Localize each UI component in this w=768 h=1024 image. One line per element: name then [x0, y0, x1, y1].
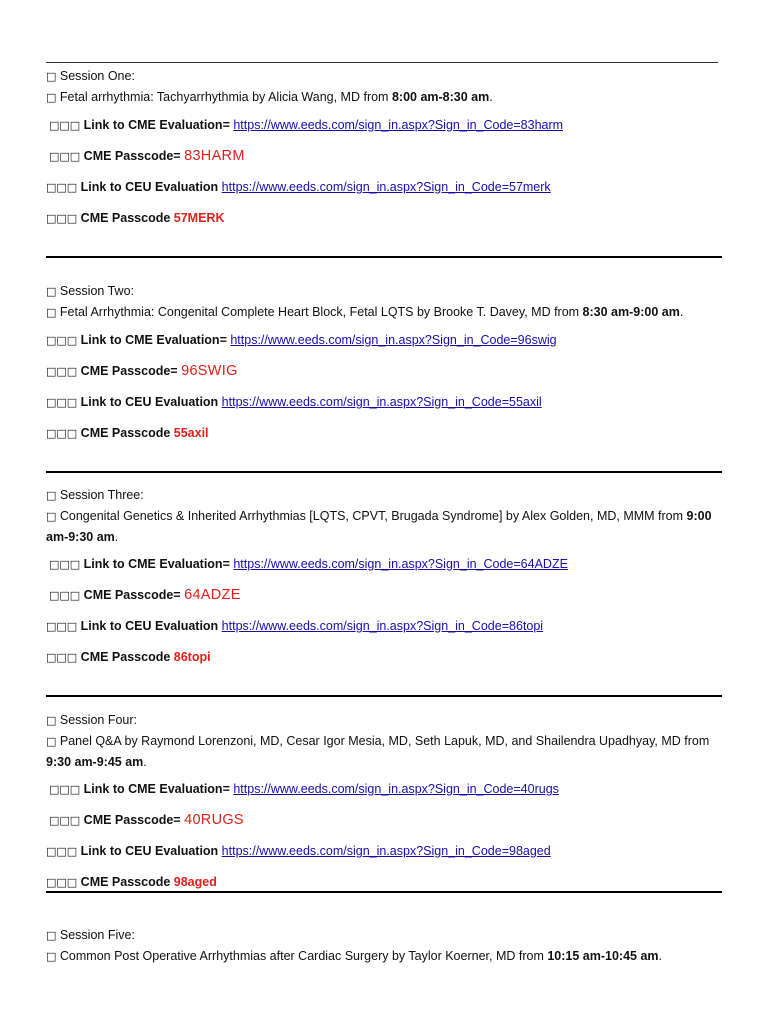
cme-evaluation-link[interactable]: https://www.eeds.com/sign_in.aspx?Sign_in_Code=83harm [233, 118, 564, 132]
ceu-passcode-line: □□□ CME Passcode 86topi [46, 650, 211, 664]
ceu-passcode-line: □□□ CME Passcode 55axil [46, 426, 209, 440]
bullet-icon: □□□ [46, 876, 78, 889]
ceu-passcode: 57MERK [173, 211, 225, 225]
bullet-icon: □ [46, 735, 57, 748]
cme-evaluation-line: □□□ Link to CME Evaluation= https://www.eeds.com/sign_in.aspx?Sign_in_Code=40rugs [49, 782, 559, 796]
bullet-icon: □□□ [46, 845, 78, 858]
session-description: □ Panel Q&A by Raymond Lorenzoni, MD, Cesar Igor Mesia, MD, Seth Lapuk, MD, and Shailendra Upadhyay, MD from 9:30 am-9:45 am. [46, 734, 710, 769]
bullet-icon: □ [46, 306, 57, 319]
session-title: □ Session Four: [46, 713, 138, 727]
bullet-icon: □□□ [46, 365, 78, 378]
session-time: 9:00 am-9:30 am [46, 509, 712, 544]
cme-passcode-line: □□□ CME Passcode= 96SWIG [46, 363, 238, 379]
cme-passcode: 96SWIG [181, 363, 238, 379]
ceu-passcode: 86topi [173, 650, 211, 664]
section-divider [46, 695, 722, 697]
cme-passcode: 83HARM [184, 148, 245, 164]
cme-evaluation-line: □□□ Link to CME Evaluation= https://www.eeds.com/sign_in.aspx?Sign_in_Code=64ADZE [49, 557, 568, 571]
ceu-evaluation-link[interactable]: https://www.eeds.com/sign_in.aspx?Sign_in_Code=57merk [221, 180, 551, 194]
session-description: □ Fetal arrhythmia: Tachyarrhythmia by Alicia Wang, MD from 8:00 am-8:30 am. [46, 90, 493, 104]
session-one [46, 66, 726, 234]
section-divider [46, 256, 722, 258]
ceu-evaluation-line: □□□ Link to CEU Evaluation https://www.eeds.com/sign_in.aspx?Sign_in_Code=57merk [46, 180, 551, 194]
bullet-icon: □□□ [49, 783, 81, 796]
session-title: □ Session Five: [46, 928, 135, 942]
session-time: 8:00 am-8:30 am [391, 90, 490, 104]
bullet-icon: □□□ [49, 589, 81, 602]
session-title: □ Session Three: [46, 488, 144, 502]
cme-evaluation-line: □□□ Link to CME Evaluation= https://www.eeds.com/sign_in.aspx?Sign_in_Code=83harm [49, 118, 564, 132]
bullet-icon: □□□ [46, 181, 78, 194]
bullet-icon: □ [46, 714, 57, 727]
bullet-icon: □□□ [46, 427, 78, 440]
bullet-icon: □□□ [46, 396, 78, 409]
ceu-passcode-line: □□□ CME Passcode 98aged [46, 875, 217, 889]
bullet-icon: □□□ [49, 814, 81, 827]
bullet-icon: □ [46, 285, 57, 298]
bullet-icon: □□□ [46, 212, 78, 225]
cme-evaluation-link[interactable]: https://www.eeds.com/sign_in.aspx?Sign_in_Code=40rugs [233, 782, 559, 796]
cme-passcode-line: □□□ CME Passcode= 40RUGS [49, 812, 244, 828]
ceu-passcode: 98aged [173, 875, 217, 889]
session-time: 9:30 am-9:45 am [46, 755, 144, 769]
bullet-icon: □□□ [46, 620, 78, 633]
bullet-icon: □ [46, 70, 57, 83]
session-four [46, 710, 726, 898]
section-divider [46, 471, 722, 473]
cme-passcode: 40RUGS [184, 812, 244, 828]
top-rule [46, 62, 718, 63]
cme-passcode-line: □□□ CME Passcode= 83HARM [49, 148, 245, 164]
ceu-passcode-line: □□□ CME Passcode 57MERK [46, 211, 225, 225]
session-time: 8:30 am-9:00 am [582, 305, 680, 319]
bullet-icon: □ [46, 91, 57, 104]
session-two [46, 281, 726, 449]
session-time: 10:15 am-10:45 am [547, 949, 659, 963]
bullet-icon: □□□ [46, 334, 78, 347]
cme-evaluation-line: □□□ Link to CME Evaluation= https://www.eeds.com/sign_in.aspx?Sign_in_Code=96swig [46, 333, 557, 347]
ceu-evaluation-line: □□□ Link to CEU Evaluation https://www.eeds.com/sign_in.aspx?Sign_in_Code=55axil [46, 395, 542, 409]
ceu-evaluation-link[interactable]: https://www.eeds.com/sign_in.aspx?Sign_in_Code=98aged [221, 844, 551, 858]
bullet-icon: □ [46, 489, 57, 502]
cme-passcode: 64ADZE [184, 587, 241, 603]
session-description: □ Congenital Genetics & Inherited Arrhythmias [LQTS, CPVT, Brugada Syndrome] by Alex Golden, MD, MMM from 9:00 am-9:30 am. [46, 509, 712, 544]
bullet-icon: □□□ [46, 651, 78, 664]
ceu-evaluation-line: □□□ Link to CEU Evaluation https://www.eeds.com/sign_in.aspx?Sign_in_Code=98aged [46, 844, 551, 858]
session-description: □ Fetal Arrhythmia: Congenital Complete Heart Block, Fetal LQTS by Brooke T. Davey, MD from 8:30 am-9:00 am. [46, 305, 684, 319]
cme-evaluation-link[interactable]: https://www.eeds.com/sign_in.aspx?Sign_in_Code=96swig [230, 333, 557, 347]
section-divider [46, 891, 722, 893]
ceu-evaluation-link[interactable]: https://www.eeds.com/sign_in.aspx?Sign_in_Code=55axil [221, 395, 542, 409]
bullet-icon: □ [46, 950, 57, 963]
cme-evaluation-link[interactable]: https://www.eeds.com/sign_in.aspx?Sign_in_Code=64ADZE [233, 557, 568, 571]
bullet-icon: □□□ [49, 558, 81, 571]
bullet-icon: □ [46, 510, 57, 523]
session-description: □ Common Post Operative Arrhythmias after Cardiac Surgery by Taylor Koerner, MD from 10:15 am-10:45 am. [46, 949, 663, 963]
ceu-passcode: 55axil [173, 426, 209, 440]
bullet-icon: □□□ [49, 150, 81, 163]
cme-passcode-line: □□□ CME Passcode= 64ADZE [49, 587, 241, 603]
bullet-icon: □□□ [49, 119, 81, 132]
session-title: □ Session One: [46, 69, 135, 83]
bullet-icon: □ [46, 929, 57, 942]
ceu-evaluation-link[interactable]: https://www.eeds.com/sign_in.aspx?Sign_in_Code=86topi [221, 619, 544, 633]
session-three [46, 485, 726, 673]
session-five [46, 925, 726, 969]
ceu-evaluation-line: □□□ Link to CEU Evaluation https://www.eeds.com/sign_in.aspx?Sign_in_Code=86topi [46, 619, 544, 633]
session-title: □ Session Two: [46, 284, 135, 298]
